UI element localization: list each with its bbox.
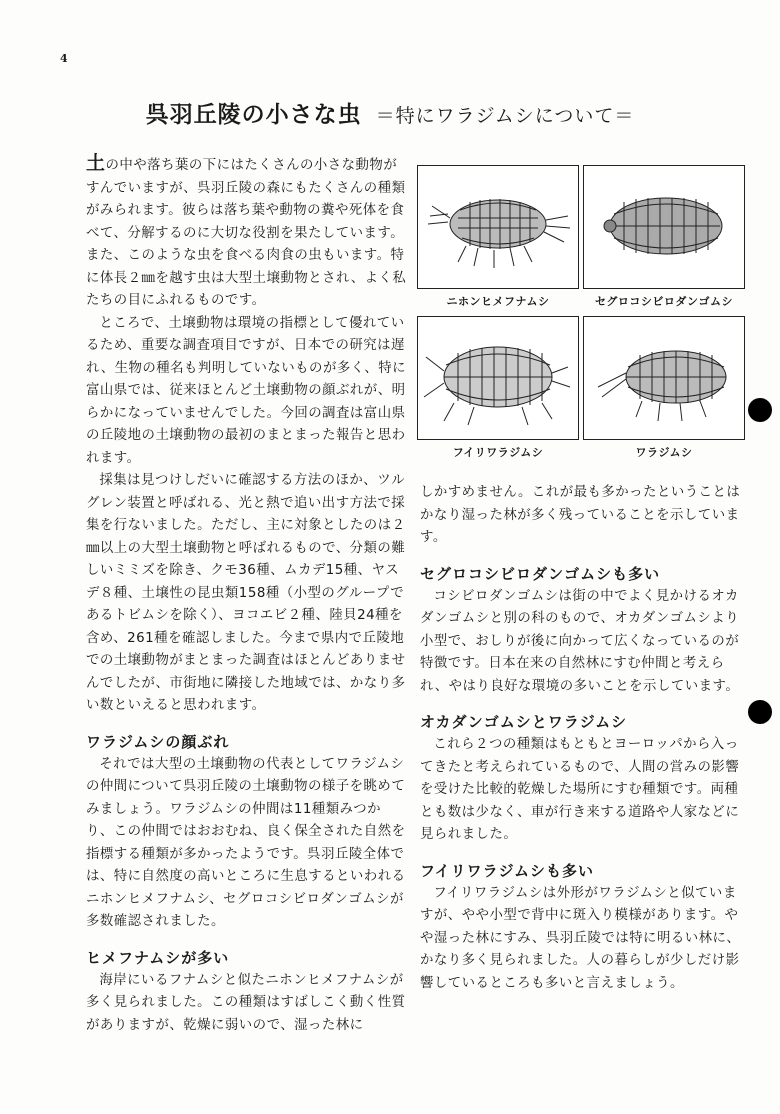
figure-nihonhimefunamushi bbox=[417, 165, 579, 289]
intro-paragraph-2: ところで、土壌動物は環境の指標として優れているため、重要な調査項目ですが、日本での研究は遅れ、生物の種名も判明していないものが多く、特に富山県では、従来ほとんど土壌動物の顔ぶれが、明らかになっていませんでした。今回の調査は富山県の丘陵地の土壌動物の最初のまとまった報告と思われます。 bbox=[86, 315, 407, 466]
figure-segurokoshibirodangomushi bbox=[583, 165, 745, 289]
page-title bbox=[0, 96, 780, 129]
right-column bbox=[420, 482, 750, 995]
isopod-illustration-icon bbox=[418, 166, 578, 288]
heading-firiwarajimushi: フイリワラジムシも多い bbox=[420, 861, 595, 880]
body-okadango: これら２つの種類はもともとヨーロッパから入ってきたと考えられているもので、人間の営みの影響を受けた比較的乾燥した場所にすむ種類です。両種とも数は少なく、車が行き来する道路や人家などに見られました。 bbox=[420, 737, 740, 842]
heading-okadango: オカダンゴムシとワラジムシ bbox=[420, 713, 628, 731]
page-number: 4 bbox=[60, 52, 68, 65]
body-himefunamushi-continued: しかすめません。これが最も多かったということはかなり湿った林が多く残っていることを示しています。 bbox=[420, 485, 741, 545]
binder-hole bbox=[748, 398, 772, 422]
heading-himefunamushi: ヒメフナムシが多い bbox=[86, 948, 230, 967]
isopod-illustration-icon bbox=[584, 166, 744, 288]
title-subtitle: ＝特にワラジムシについて＝ bbox=[375, 105, 635, 127]
heading-segurokoshibiro: セグロコシビロダンゴムシも多い bbox=[420, 564, 661, 583]
figure-warajimushi bbox=[583, 316, 745, 440]
intro-paragraph-1: 土の中や落ち葉の下にはたくさんの小さな動物がすんでいますが、呉羽丘陵の森にもたくさんの種類がみられます。彼らは落ち葉や動物の糞や死体を食べて、分解するのに大切な役割を果たしています。また、このような虫を食べる肉食の虫もいます。特に体長２㎜を越す虫は大型土壌動物とされ、よく私たちの目にふれるものです。 bbox=[86, 152, 407, 308]
isopod-illustration-icon bbox=[418, 317, 578, 439]
left-column bbox=[86, 152, 408, 1037]
caption-segurokoshibirodangomushi: セグロコシビロダンゴムシ bbox=[594, 295, 734, 308]
body-firiwarajimushi: フイリワラジムシは外形がワラジムシと似ていますが、やや小型で背中に斑入り模様があります。やや湿った林にすみ、呉羽丘陵では特に明るい林に、かなり多く見られました。人の暮らしが少しだけ影響しているところも多いと言えましょう。 bbox=[420, 885, 741, 991]
body-kaobure: それでは大型の土壌動物の代表としてワラジムシの仲間について呉羽丘陵の土壌動物の様子を眺めてみましょう。ワラジムシの仲間は11種類みつかり、この仲間ではおおむね、良く保全された自然を指標する種類が多かったようです。呉羽丘陵全体では、特に自然度の高いところに生息するといわれるニホンヒメフナムシ、セグロコシビロダンゴムシが多数確認されました。 bbox=[86, 756, 406, 929]
intro-paragraph-3: 採集は見つけしだいに確認する方法のほか、ツルグレン装置と呼ばれる、光と熱で追い出す方法で採集を行ないました。ただし、主に対象としたのは２㎜以上の大型土壌動物と呼ばれるもので、分類の難しいミミズを除き、クモ36種、ムカデ15種、ヤスデ８種、土壌性の昆虫類158種（小型のグループであるトビムシを除く）、ヨコエビ２種、陸貝24種を含め、261種を確認しました。今まで県内で丘陵地での土壌動物がまとまった調査はほとんどありませんでしたが、市街地に隣接した地域では、かなり多い数といえると思われます。 bbox=[86, 473, 406, 713]
figure-firiwarajimushi bbox=[417, 316, 579, 440]
body-himefunamushi: 海岸にいるフナムシと似たニホンヒメフナムシが多く見られました。この種類はすばしこく動く性質がありますが、乾燥に弱いので、湿った林に bbox=[86, 972, 406, 1033]
caption-firiwarajimushi: フイリワラジムシ bbox=[452, 446, 544, 459]
body-segurokoshibiro: コシビロダンゴムシは街の中でよく見かけるオカダンゴムシと別の科のもので、オカダンゴムシより小型で、おしりが後に向かって広くなっているのが特徴です。日本在来の自然林にすむ仲間と考えられ、やはり良好な環境の多いことを示しています。 bbox=[420, 588, 740, 694]
caption-nihonhimefunamushi: ニホンヒメフナムシ bbox=[446, 295, 550, 308]
binder-hole bbox=[748, 700, 772, 724]
heading-kaobure: ワラジムシの顔ぶれ bbox=[86, 732, 230, 751]
title-main: 呉羽丘陵の小さな虫 bbox=[145, 102, 362, 128]
caption-warajimushi: ワラジムシ bbox=[635, 446, 693, 459]
drop-cap: 土 bbox=[86, 152, 106, 174]
isopod-illustration-icon bbox=[584, 317, 744, 439]
